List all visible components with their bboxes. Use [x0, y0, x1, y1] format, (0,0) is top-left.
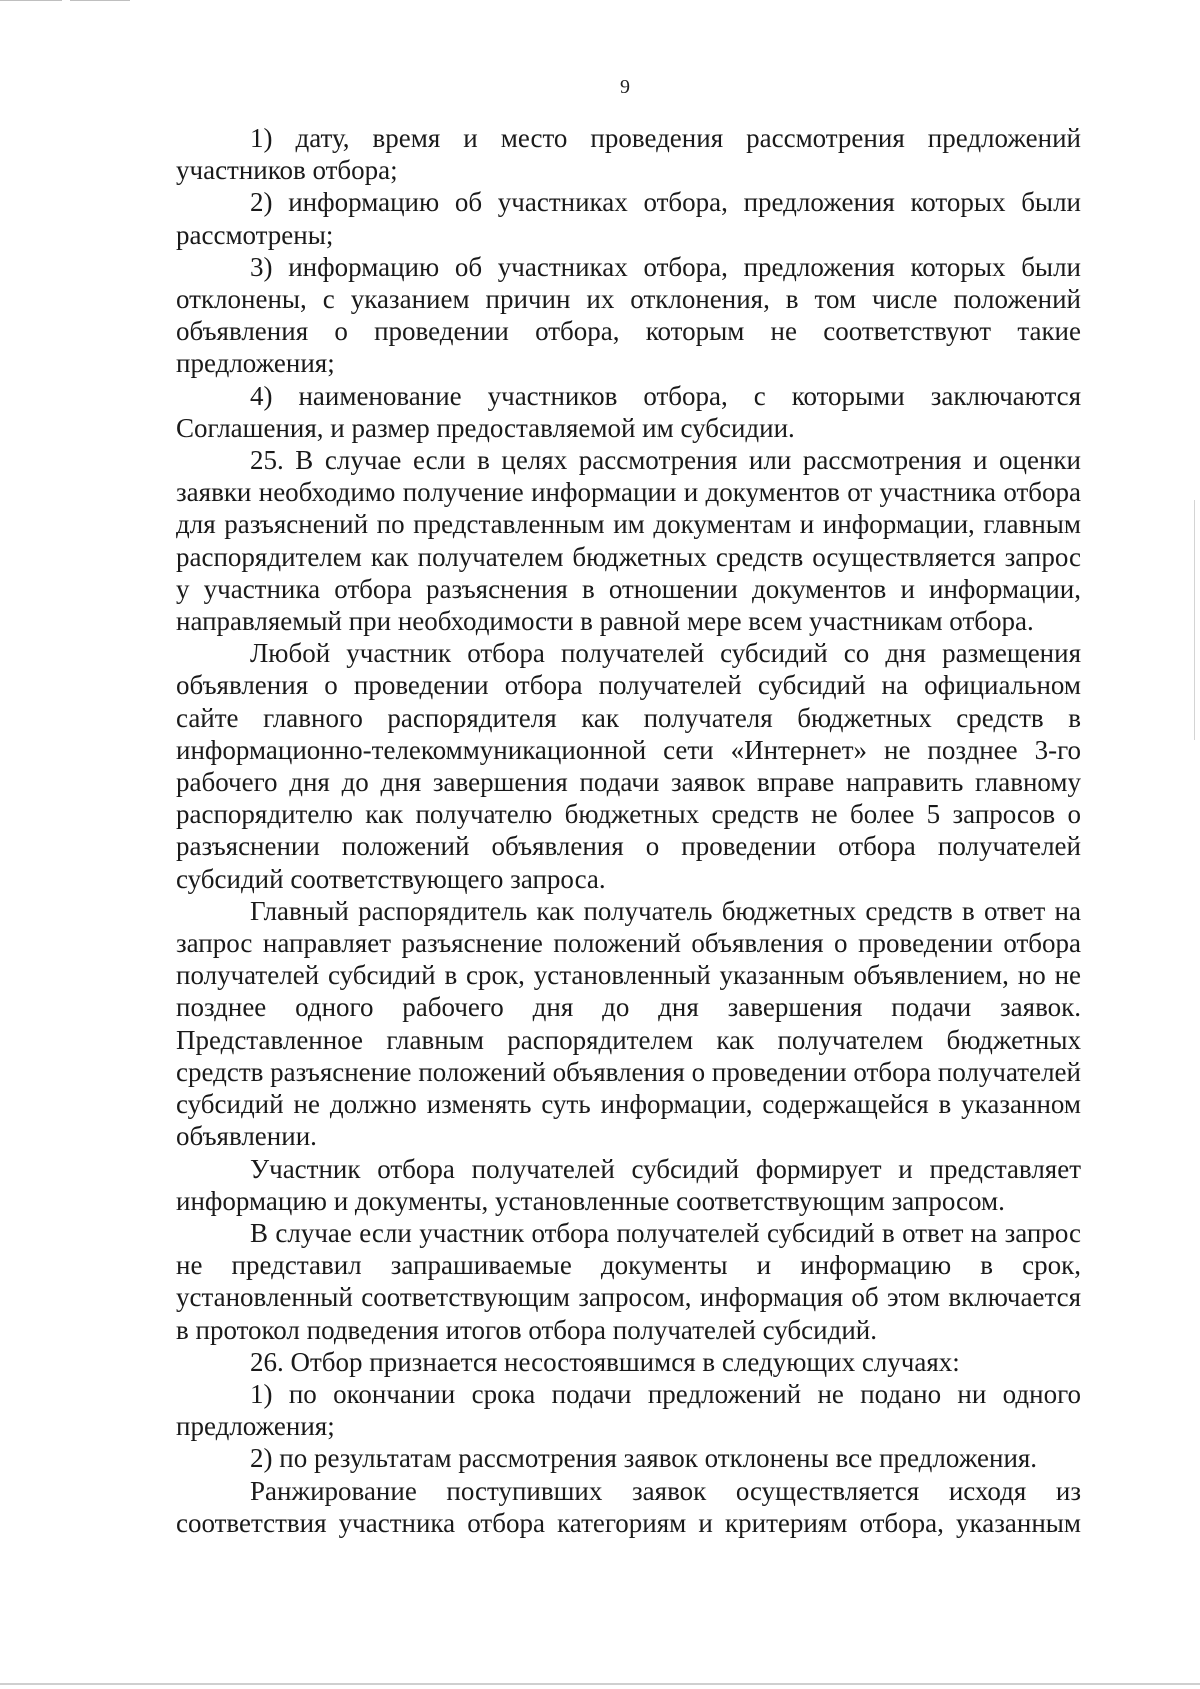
scan-edge-top — [70, 0, 130, 1]
paragraph-ranking: Ранжирование поступивших заявок осуществляется исходя из соответствия участника отбора категориям и критериям отбора, указанным — [176, 1475, 1081, 1538]
list-item-no-proposals: 1) по окончании срока подачи предложений не подано ни одного предложения; — [176, 1378, 1081, 1442]
scan-edge-bottom — [0, 1683, 1200, 1685]
document-body — [176, 122, 1081, 1539]
list-item-date-time-place: 1) дату, время и место проведения рассмотрения предложений участников отбора; — [176, 123, 1081, 186]
list-item-reviewed-participants: 2) информацию об участниках отбора, предложения которых были рассмотрены; — [176, 187, 1081, 250]
paragraph-clarification-requests: Любой участник отбора получателей субсидий со дня размещения объявления о проведении отбора получателей субсидий на официальном сайте главного распорядителя как получателя бюджетных средств в информационно-телекоммуникационной сети «Интернет» не позднее 3-го рабочего дня до дня завершения подачи заявок вправе направить главному распорядителю как получателю бюджетных средств не более 5 запросов о разъяснении положений объявления о проведении отбора получателей субсидий соответствующего запроса. — [176, 638, 1081, 894]
paragraph-participant-submission: Участник отбора получателей субсидий формирует и представляет информацию и документы, установленные соответствующим запросом. — [176, 1153, 1081, 1216]
list-item-agreement-participants: 4) наименование участников отбора, с которыми заключаются Соглашения, и размер предоставляемой им субсидии. — [176, 380, 1081, 443]
clause-26: 26. Отбор признается несостоявшимся в следующих случаях: — [250, 1346, 960, 1377]
scan-edge-top — [0, 0, 62, 1]
list-item-rejected-participants: 3) информацию об участниках отбора, предложения которых были отклонены, с указанием причин их отклонения, в том числе положений объявления о проведении отбора, которым не соответствуют такие предложения; — [176, 251, 1081, 379]
paragraph-missing-documents: В случае если участник отбора получателей субсидий в ответ на запрос не представил запрашиваемые документы и информацию в срок, установленный соответствующим запросом, информация об этом включается в протокол подведения итогов отбора получателей субсидий. — [176, 1217, 1081, 1345]
clause-25: 25. В случае если в целях рассмотрения или рассмотрения и оценки заявки необходимо получение информации и документов от участника отбора для разъяснений по представленным им документам и информации, главным распорядителем как получателем бюджетных средств осуществляется запрос у участника отбора разъяснения в отношении документов и информации, направляемый при необходимости в равной мере всем участникам отбора. — [176, 445, 1081, 637]
list-item-all-rejected: 2) по результатам рассмотрения заявок отклонены все предложения. — [250, 1443, 1038, 1474]
scan-edge-right — [1194, 500, 1195, 740]
paragraph-clarification-response: Главный распорядитель как получатель бюджетных средств в ответ на запрос направляет разъяснение положений объявления о проведении отбора получателей субсидий в срок, установленный указанным объявлением, но не позднее одного рабочего дня до дня завершения подачи заявок. Представленное главным распорядителем как получателем бюджетных средств разъяснение положений объявления о проведении отбора получателей субсидий не должно изменять суть информации, содержащейся в указанном объявлении. — [176, 895, 1081, 1152]
page-number: 9 — [620, 76, 630, 98]
